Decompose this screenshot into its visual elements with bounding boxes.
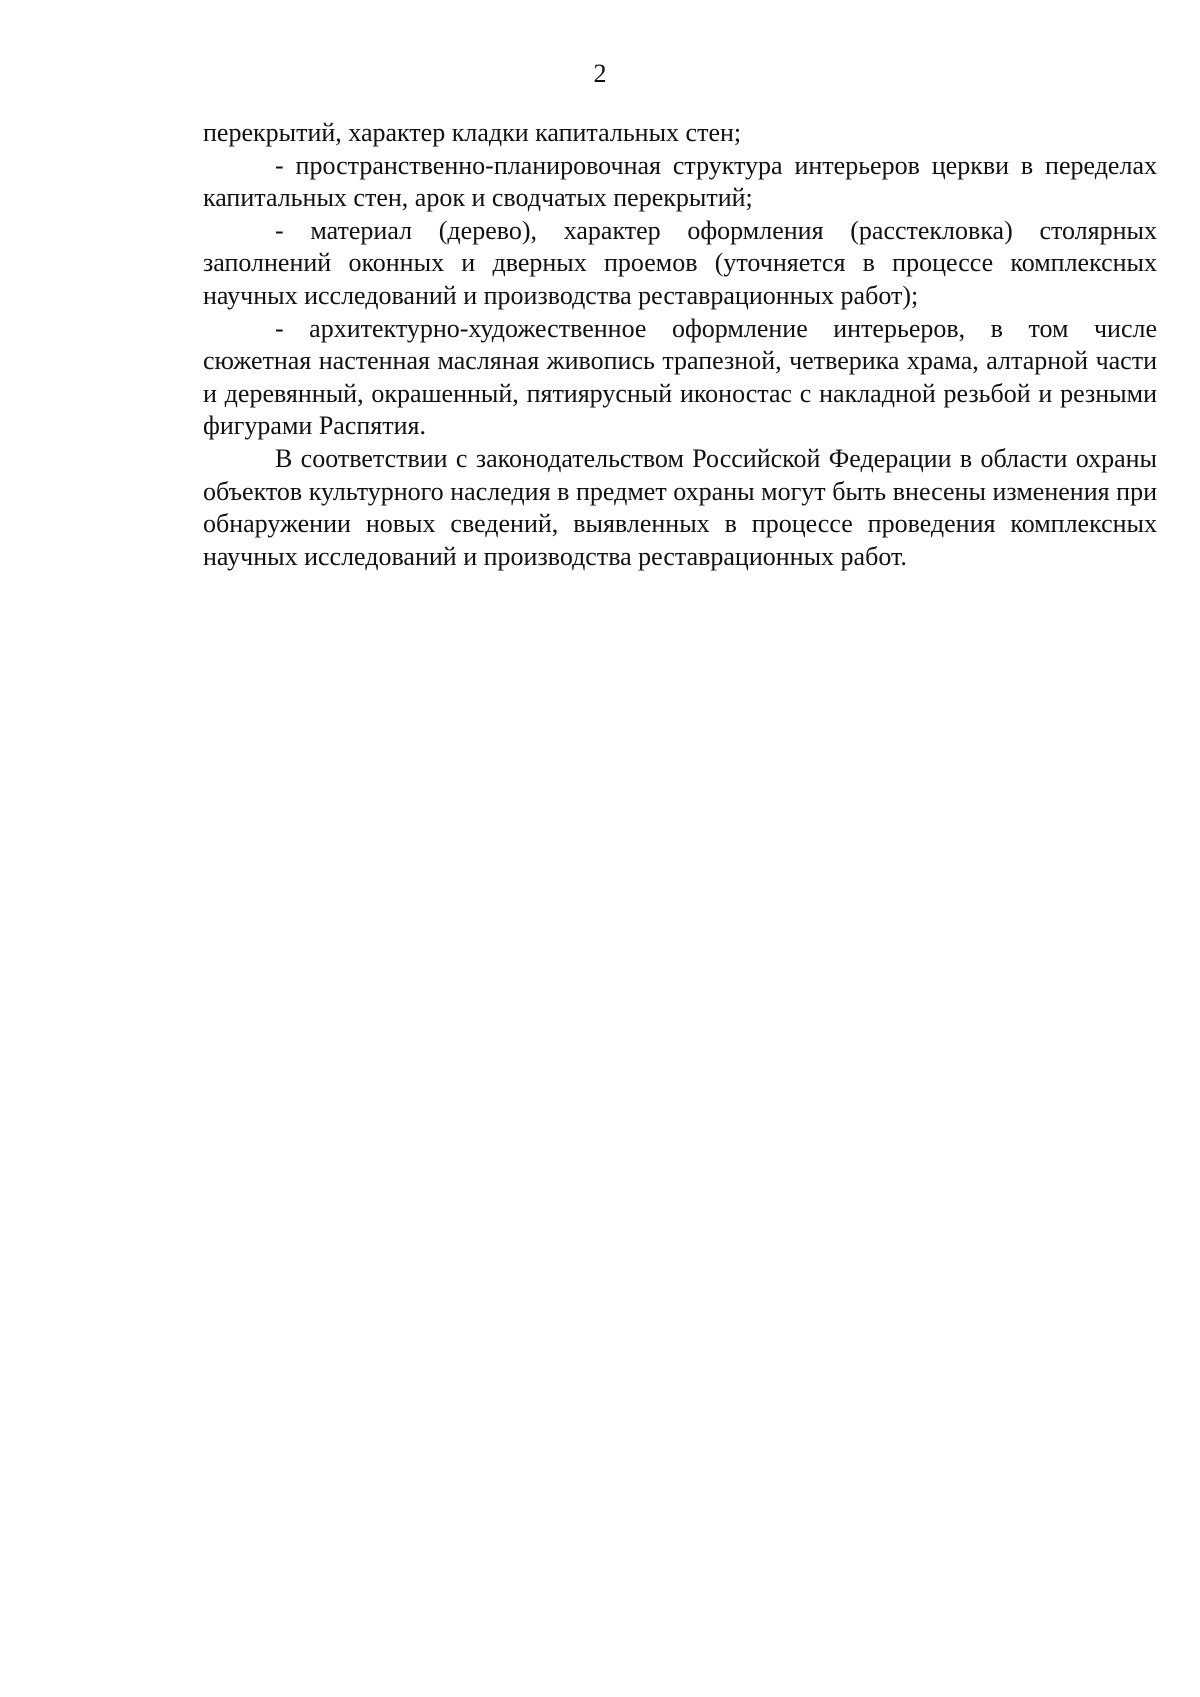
document-body xyxy=(203,117,1157,573)
page-number: 2 xyxy=(593,59,607,88)
paragraph-spatial-structure: - пространственно-планировочная структура интерьеров церкви в переделах капитальных стен, арок и сводчатых перекрытий; xyxy=(203,150,1157,213)
paragraph-window-door-fillings: - материал (дерево), характер оформления (расстекловка) столярных заполнений оконных и дверных проемов (уточняется в процессе комплексных научных исследований и производства реставрационных работ); xyxy=(203,215,1157,310)
paragraph-continuation: перекрытий, характер кладки капитальных стен; xyxy=(203,118,742,147)
paragraph-legislation-note: В соответствии с законодательством Российской Федерации в области охраны объектов культурного наследия в предмет охраны могут быть внесены изменения при обнаружении новых сведений, выявленных в процессе проведения комплексных научных исследований и производства реставрационных работ. xyxy=(203,443,1157,571)
paragraph-interior-decoration: - архитектурно-художественное оформление интерьеров, в том числе сюжетная настенная масляная живопись трапезной, четверика храма, алтарной части и деревянный, окрашенный, пятиярусный иконостас с накладной резьбой и резными фигурами Распятия. xyxy=(203,313,1157,441)
